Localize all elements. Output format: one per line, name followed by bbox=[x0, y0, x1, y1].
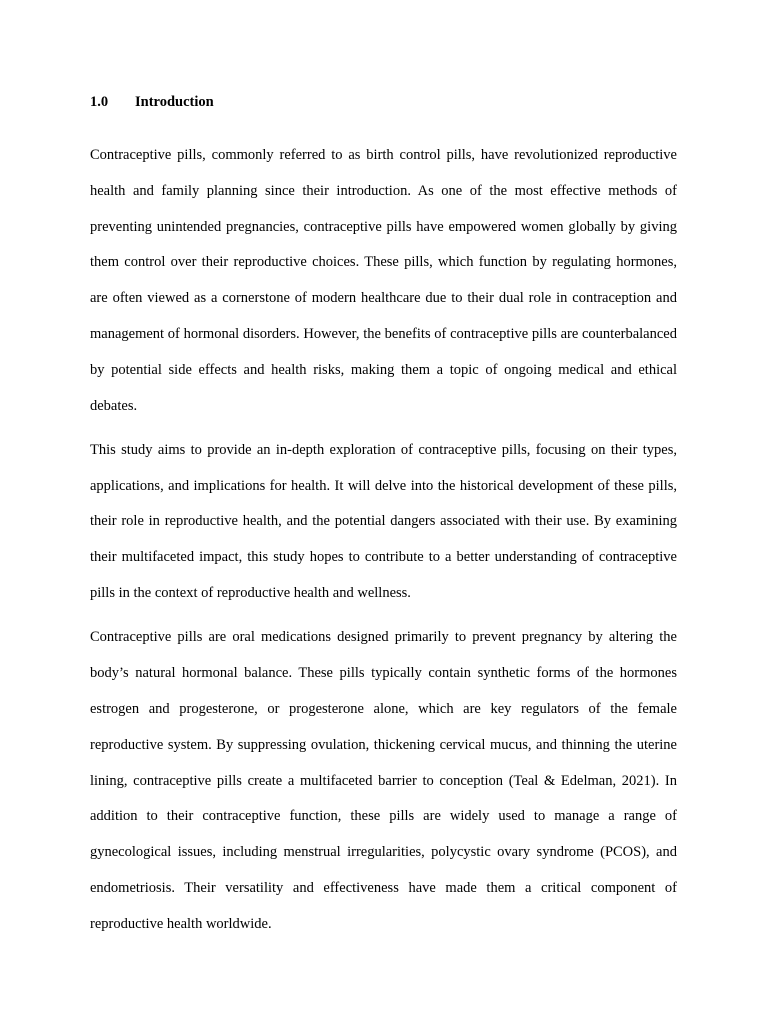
document-page bbox=[90, 92, 677, 951]
paragraph-3: Contraceptive pills are oral medications designed primarily to prevent pregnancy by altering the body’s natural hormonal balance. These pills typically contain synthetic forms of the hormones estrogen and progesterone, or progesterone alone, which are key regulators of the female reproductive system. By suppressing ovulation, thickening cervical mucus, and thinning the uterine lining, contraceptive pills create a multifaceted barrier to conception (Teal & Edelman, 2021). In addition to their contraceptive function, these pills are widely used to manage a range of gynecological issues, including menstrual irregularities, polycystic ovary syndrome (PCOS), and endometriosis. Their versatility and effectiveness have made them a critical component of reproductive health worldwide. bbox=[90, 629, 677, 932]
section-number: 1.0 bbox=[90, 94, 109, 110]
paragraph-1: Contraceptive pills, commonly referred to as birth control pills, have revolutionized reproductive health and family planning since their introduction. As one of the most effective methods of preventing unintended pregnancies, contraceptive pills have empowered women globally by giving them control over their reproductive choices. These pills, which function by regulating hormones, are often viewed as a cornerstone of modern healthcare due to their dual role in contraception and management of hormonal disorders. However, the benefits of contraceptive pills are counterbalanced by potential side effects and health risks, making them a topic of ongoing medical and ethical debates. bbox=[90, 147, 677, 414]
paragraph-2: This study aims to provide an in-depth exploration of contraceptive pills, focusing on their types, applications, and implications for health. It will delve into the historical development of these pills, their role in reproductive health, and the potential dangers associated with their use. By examining their multifaceted impact, this study hopes to contribute to a better understanding of contraceptive pills in the context of reproductive health and wellness. bbox=[90, 441, 677, 602]
section-heading bbox=[90, 92, 677, 112]
section-title: Introduction bbox=[135, 94, 214, 110]
